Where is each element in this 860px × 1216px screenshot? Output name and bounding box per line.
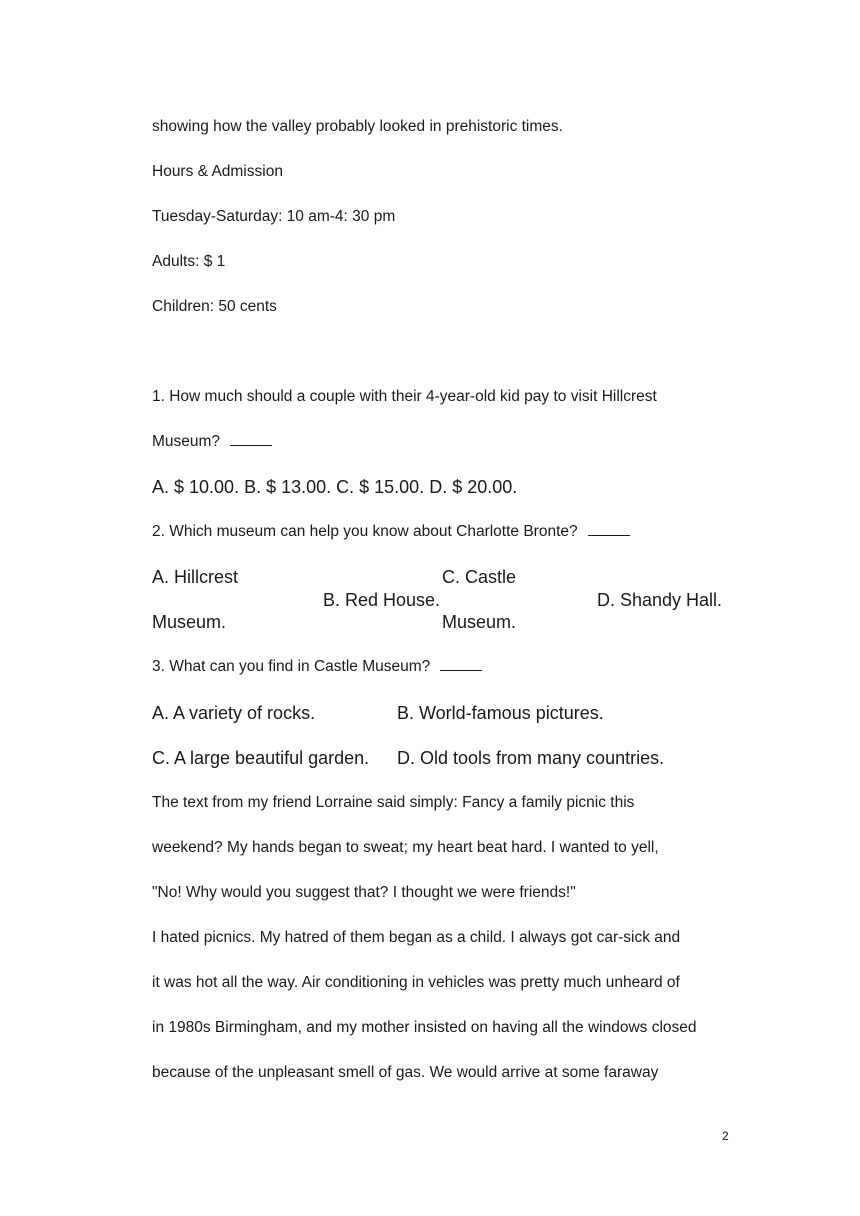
passage-line-3: "No! Why would you suggest that? I thought we were friends!" [152, 884, 576, 901]
question-3-text: 3. What can you find in Castle Museum? [152, 658, 431, 675]
q2-option-a-line-2: Museum. [152, 612, 227, 632]
question-1-text-end: Museum? [152, 433, 221, 450]
passage-line-2: weekend? My hands began to sweat; my heart beat hard. I wanted to yell, [152, 839, 659, 856]
answer-blank-2 [588, 521, 630, 536]
question-2-text: 2. Which museum can help you know about Charlotte Bronte? [152, 523, 578, 540]
q2-option-d: D. Shandy Hall. [597, 590, 723, 610]
passage-line-4: I hated picnics. My hatred of them began as a child. I always got car-sick and [152, 929, 681, 946]
q3-option-c: C. A large beautiful garden. [152, 748, 370, 768]
question-1-line-1: 1. How much should a couple with their 4-year-old kid pay to visit Hillcrest [152, 388, 657, 405]
q2-option-c-line-1: C. Castle [442, 567, 517, 587]
passage-line-1: The text from my friend Lorraine said simply: Fancy a family picnic this [152, 794, 635, 811]
intro-continuation: showing how the valley probably looked in prehistoric times. [152, 118, 563, 135]
hours-days: Tuesday-Saturday: 10 am-4: 30 pm [152, 208, 396, 225]
hours-heading: Hours & Admission [152, 163, 283, 180]
question-1-line-2 [152, 431, 272, 453]
q3-option-a: A. A variety of rocks. [152, 703, 316, 723]
passage-line-6: in 1980s Birmingham, and my mother insisted on having all the windows closed [152, 1019, 697, 1036]
q2-option-c-line-2: Museum. [442, 612, 517, 632]
question-1-options: A. $ 10.00. B. $ 13.00. C. $ 15.00. D. $ 20.00. [152, 477, 518, 497]
adult-price: Adults: $ 1 [152, 253, 226, 270]
q2-option-b: B. Red House. [323, 590, 441, 610]
question-3 [152, 656, 482, 678]
passage-line-7: because of the unpleasant smell of gas. We would arrive at some faraway [152, 1064, 659, 1081]
passage-line-5: it was hot all the way. Air conditioning in vehicles was pretty much unheard of [152, 974, 680, 991]
page-number: 2 [722, 1129, 729, 1143]
q3-option-d: D. Old tools from many countries. [397, 748, 665, 768]
q2-option-a-line-1: A. Hillcrest [152, 567, 239, 587]
answer-blank-1 [230, 431, 272, 446]
child-price: Children: 50 cents [152, 298, 277, 315]
q3-option-b: B. World-famous pictures. [397, 703, 604, 723]
question-2 [152, 521, 630, 543]
answer-blank-3 [440, 656, 482, 671]
document-page [152, 0, 742, 1216]
